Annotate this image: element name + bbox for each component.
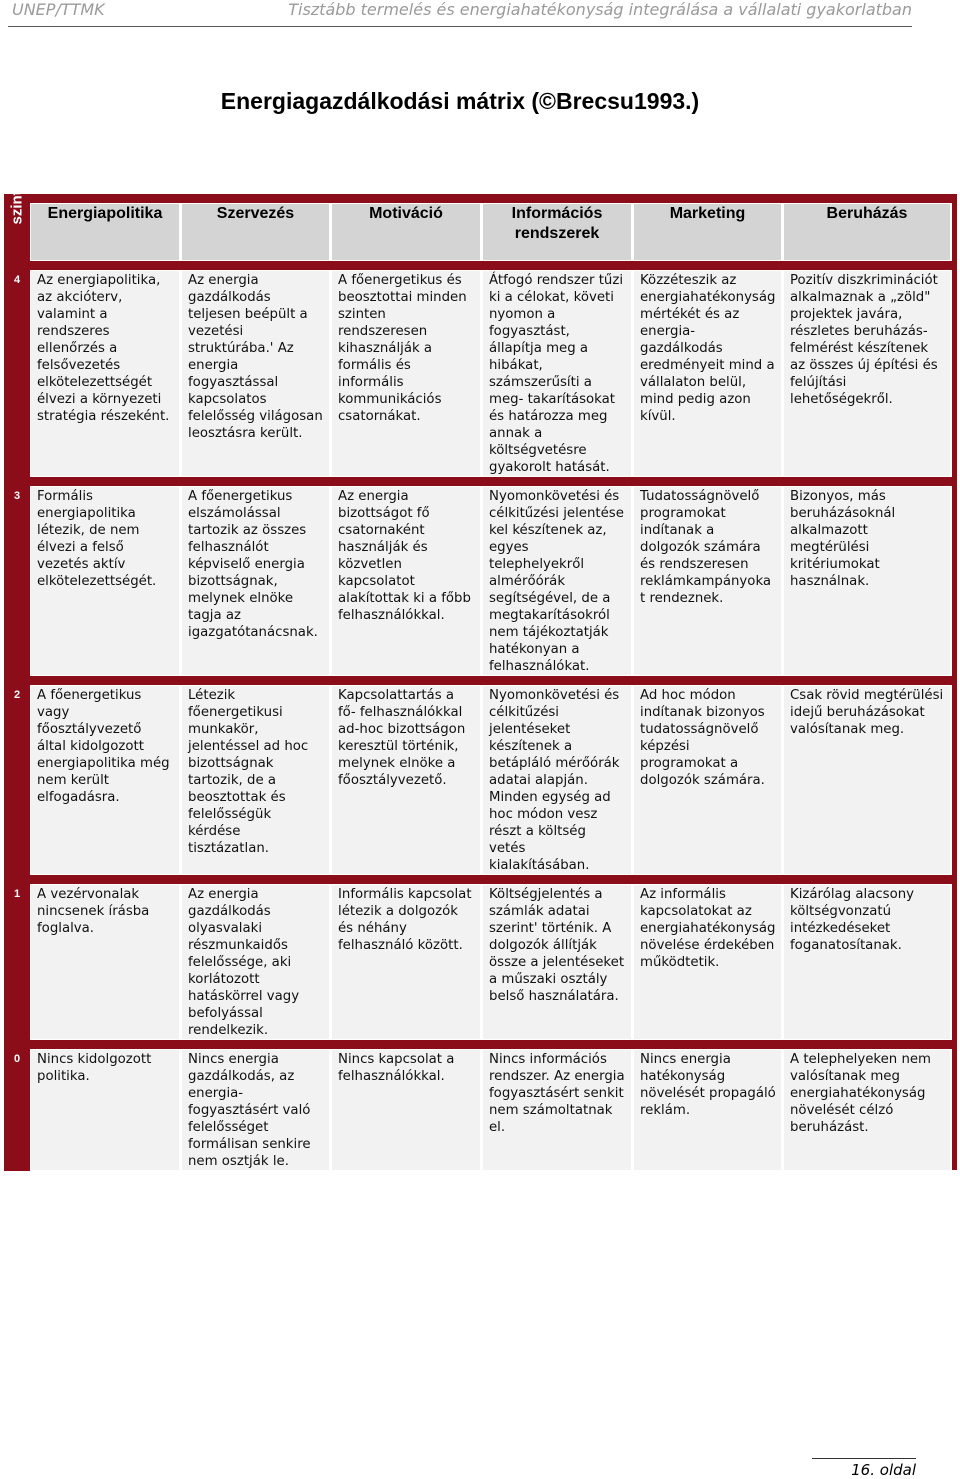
matrix-cell: Nincs kapcsolat a felhasználókkal.	[331, 1049, 482, 1171]
header-org: UNEP/TTMK	[12, 0, 105, 19]
matrix-cell: Nincs energia gazdálkodás, az energia- fogyasztásért való felelősséget formálisan senkire nem osztják le.	[181, 1049, 331, 1171]
matrix-cell: Nyomonkövetési és célkitűzési jelentéseket készítenek a betápláló mérőórák adatai alapján. Minden egység ad hoc módon vesz részt a költség vetés kialakításában.	[482, 685, 633, 875]
matrix-row-level-3	[4, 486, 952, 676]
matrix-cell: A főenergetikus elszámolással tartozik az összes felhasználót képviselő energia bizottságnak, melynek elnöke tagja az igazgatótanácsnak.	[181, 486, 331, 676]
column-header-motivacio: Motiváció	[331, 203, 482, 261]
matrix-cell: Pozitív diszkriminációt alkalmaznak a „zöld" projektek javára, részletes beruházás-felmérést készítenek az összes új építési és felújítási lehetőségekről.	[783, 270, 952, 477]
matrix-cell: Nincs energia hatékonyság növelését propagáló reklám.	[633, 1049, 783, 1171]
matrix-cell: Átfogó rendszer tűzi ki a célokat, követi nyomon a fogyasztást, állapítja meg a hibákat, számszerűsíti a meg- takarításokat és határozza meg annak a költségvetésre gyakorolt hatását.	[482, 270, 633, 477]
matrix-cell: Kizárólag alacsony költségvonzatú intézkedéseket foganatosítanak.	[783, 884, 952, 1040]
matrix-cell: Csak rövid megtérülési idejű beruházásokat valósítanak meg.	[783, 685, 952, 875]
matrix-cell: Nincs kidolgozott politika.	[30, 1049, 181, 1171]
level-number: 2	[4, 685, 30, 875]
level-number: 1	[4, 884, 30, 1040]
level-column-header	[4, 190, 30, 261]
matrix-cell: Nyomonkövetési és célkitűzési jelentése kel készítenek az, egyes telephelyekről almérőórák segítségével, de a megtakarításokról nem tájékoztatják hatékonyan a felhasználókat.	[482, 486, 633, 676]
matrix-cell: Az energia bizottságot fő csatornaként használják és közvetlen kapcsolatot alakítottak ki a főbb felhasználókkal.	[331, 486, 482, 676]
column-header-beruhazas: Beruházás	[783, 203, 952, 261]
matrix-cell: Informális kapcsolat létezik a dolgozók és néhány felhasználó között.	[331, 884, 482, 1040]
matrix-cell: Nincs információs rendszer. Az energia fogyasztásért senkit nem számoltatnak el.	[482, 1049, 633, 1171]
matrix-row-level-0	[4, 1049, 952, 1171]
level-number: 0	[4, 1049, 30, 1171]
matrix-cell: A főenergetikus vagy főosztályvezető által kidolgozott energiapolitika még nem került elfogadásra.	[30, 685, 181, 875]
level-number: 3	[4, 486, 30, 676]
column-header-marketing: Marketing	[633, 203, 783, 261]
matrix-cell: Az informális kapcsolatokat az energiahatékonyság növelése érdekében működtetik.	[633, 884, 783, 1040]
level-header-label: szint	[8, 190, 26, 225]
matrix-row-level-1	[4, 884, 952, 1040]
matrix-cell: Ad hoc módon indítanak bizonyos tudatosságnövelő képzési programokat a dolgozók számára.	[633, 685, 783, 875]
page-number: 16. oldal	[812, 1458, 916, 1479]
column-header-szervezes: Szervezés	[181, 203, 331, 261]
header-rule	[8, 26, 912, 27]
header-document-title: Tisztább termelés és energiahatékonyság integrálása a vállalati gyakorlatban	[288, 0, 912, 19]
matrix-cell: Formális energiapolitika létezik, de nem élvezi a felső vezetés aktív elkötelezettségét.	[30, 486, 181, 676]
matrix-header-row	[4, 203, 952, 261]
matrix-cell: Létezik főenergetikusi munkakör, jelentéssel ad hoc bizottságnak tartozik, de a beosztottak és felelősségük kérdése tisztázatlan.	[181, 685, 331, 875]
page-header	[8, 0, 912, 27]
level-number: 4	[4, 270, 30, 477]
matrix-cell: Az energia gazdálkodás teljesen beépült a vezetési struktúrába.' Az energia fogyasztással kapcsolatos felelősség világosan leosztásra került.	[181, 270, 331, 477]
matrix-cell: Kapcsolattartás a fő- felhasználókkal ad-hoc bizottságon keresztül történik, melynek elnöke a főosztályvezető.	[331, 685, 482, 875]
matrix-cell: Tudatosságnövelő programokat indítanak a dolgozók számára és rendszeresen reklámkampányokat rendeznek.	[633, 486, 783, 676]
matrix-cell: Az energia gazdálkodás olyasvalaki részmunkaidős felelőssége, aki korlátozott hatáskörrel vagy befolyással rendelkezik.	[181, 884, 331, 1040]
matrix-cell: A vezérvonalak nincsenek írásba foglalva.	[30, 884, 181, 1040]
matrix-cell: Az energiapolitika, az akcióterv, valamint a rendszeres ellenőrzés a felsővezetés elkötelezettségét élvezi a környezeti stratégia részeként.	[30, 270, 181, 477]
matrix-cell: Közzéteszik az energiahatékonyság mértékét és az energia- gazdálkodás eredményeit mind a vállalaton belül, mind pedig azon kívül.	[633, 270, 783, 477]
energy-management-matrix	[4, 190, 957, 1170]
page-title: Energiagazdálkodási mátrix (©Brecsu1993.)	[220, 88, 700, 114]
matrix-cell: A telephelyeken nem valósítanak meg energiahatékonyság növelését célzó beruházást.	[783, 1049, 952, 1171]
matrix-cell: A főenergetikus és beosztottai minden szinten rendszeresen kihasználják a formális és informális kommunikációs csatornákat.	[331, 270, 482, 477]
matrix-table	[4, 190, 952, 1171]
matrix-cell: Költségjelentés a számlák adatai szerint' történik. A dolgozók állítják össze a jelentéseket a műszaki osztály belső használatára.	[482, 884, 633, 1040]
matrix-cell: Bizonyos, más beruházásoknál alkalmazott megtérülési kritériumokat használnak.	[783, 486, 952, 676]
column-header-informacios-rendszerek: Információs rendszerek	[482, 203, 633, 261]
matrix-row-level-2	[4, 685, 952, 875]
matrix-row-level-4	[4, 270, 952, 477]
column-header-energiapolitika: Energiapolitika	[30, 203, 181, 261]
